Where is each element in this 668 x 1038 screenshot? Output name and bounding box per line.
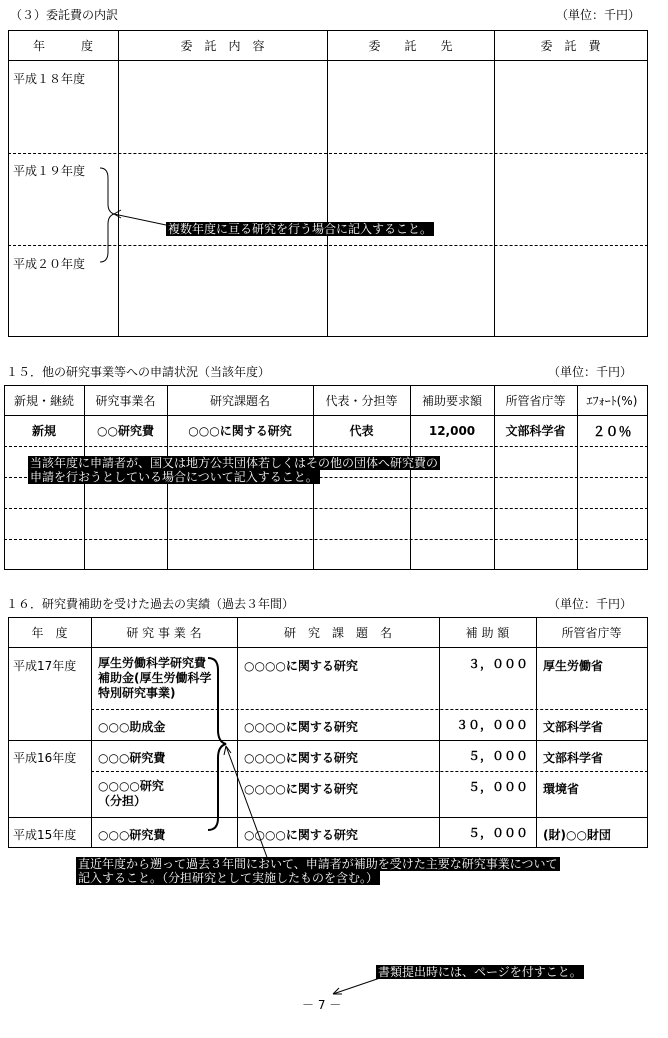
- s16-row4-ministry: 環境省: [543, 782, 580, 796]
- footer-arrow: [333, 978, 380, 994]
- s16-row1-project: 厚生労働科学研究費 補助金(厚生労働科学 特別研究事業): [98, 656, 212, 700]
- s16-header-topic: 研 究 課 題 名: [283, 625, 392, 640]
- s16-row5-topic: ○○○○に関する研究: [244, 828, 358, 842]
- s16-year-16: 平成16年度: [13, 751, 77, 765]
- s15-row-status: 新規: [31, 424, 56, 438]
- s15-row-role: 代表: [349, 424, 374, 438]
- s16-row5-project: ○○○研究費: [98, 828, 166, 842]
- s16-header-project: 研 究 事 業 名: [126, 625, 202, 640]
- s15-header-role: 代表・分担等: [325, 393, 398, 408]
- s16-year-17: 平成17年度: [13, 659, 77, 673]
- s15-note-line1: 当該年度に申請者が、国又は地方公共団体若しくはその他の団体へ研究費の: [30, 456, 439, 470]
- s16-row1-ministry: 厚生労働省: [543, 659, 604, 673]
- s15-header-ministry: 所管省庁等: [505, 393, 566, 408]
- s16-unit: （単位：千円）: [548, 597, 633, 611]
- s16-row3-topic: ○○○○に関する研究: [244, 751, 358, 765]
- s16-note-line1: 直近年度から遡って過去３年間において、申請者が補助を受けた主要な研究事業について: [78, 857, 558, 871]
- s15-title: １５．他の研究事業等への申請状況（当該年度）: [6, 365, 271, 379]
- s16-row4-project: ○○○○研究 （分担）: [98, 779, 164, 808]
- s3-header-cost: 委 託 費: [540, 38, 601, 53]
- s3-title: （３）委託費の内訳: [10, 8, 119, 22]
- s15-note-line2: 申請を行おうとしている場合について記入すること。: [30, 470, 318, 484]
- s15-row-topic: ○○○に関する研究: [188, 424, 292, 438]
- s16-row3-amount: ５，０００: [467, 748, 528, 763]
- s16-row4-amount: ５，０００: [467, 779, 528, 794]
- s3-brace: [100, 168, 114, 262]
- s3-note: 複数年度に亘る研究を行う場合に記入すること。: [168, 222, 433, 236]
- s16-row5-amount: ５，０００: [467, 825, 528, 840]
- s16-row1-amount: ３，０００: [467, 656, 528, 671]
- s3-header-year: 年 度: [32, 38, 93, 53]
- s16-row2-amount: ３０，０００: [455, 717, 528, 732]
- s16-row5-ministry: (財)○○財団: [543, 828, 611, 842]
- s16-title: １６．研究費補助を受けた過去の実績（過去３年間）: [6, 597, 295, 611]
- s3-arrow: [114, 214, 166, 225]
- s15-header-topic: 研究課題名: [209, 393, 270, 408]
- s16-row3-project: ○○○研究費: [98, 751, 166, 765]
- s16-header-year: 年 度: [31, 625, 68, 640]
- s16-row2-topic: ○○○○に関する研究: [244, 720, 358, 734]
- s16-row2-ministry: 文部科学省: [543, 720, 604, 734]
- s16-header-ministry: 所管省庁等: [561, 625, 622, 640]
- s15-unit: （単位：千円）: [548, 365, 633, 379]
- s3-year-20: 平成２０年度: [13, 257, 86, 271]
- s15-row-project: ○○研究費: [97, 424, 154, 438]
- s16-row2-project: ○○○助成金: [98, 720, 166, 734]
- s15-header-status: 新規・継続: [13, 393, 74, 408]
- s16-year-15: 平成15年度: [13, 828, 77, 842]
- s15-header-project: 研究事業名: [95, 393, 156, 408]
- s3-header-contractor: 委 託 先: [368, 38, 453, 53]
- s15-row-ministry: 文部科学省: [505, 424, 566, 438]
- s3-year-19: 平成１９年度: [13, 164, 86, 178]
- s16-row1-topic: ○○○○に関する研究: [244, 659, 358, 673]
- s16-row3-ministry: 文部科学省: [543, 751, 604, 765]
- s16-header-amount: 補 助 額: [465, 625, 510, 640]
- footer-note: 書類提出時には、ページを付すこと。: [378, 965, 582, 979]
- s15-row-amount: 12,000: [428, 423, 476, 438]
- s15-row-effort: ２０％: [592, 425, 632, 440]
- s15-header-effort: ｴﾌｫｰﾄ(%): [586, 393, 638, 408]
- s15-header-amount: 補助要求額: [421, 393, 482, 408]
- s16-note-line2: 記入すること。（分担研究として実施したものを含む。）: [78, 871, 379, 885]
- s16-row4-topic: ○○○○に関する研究: [244, 782, 358, 796]
- s3-year-18: 平成１８年度: [13, 72, 86, 86]
- s3-unit: （単位：千円）: [556, 8, 641, 22]
- page-number: － 7 －: [302, 998, 342, 1012]
- s3-header-content: 委 託 内 容: [180, 38, 265, 53]
